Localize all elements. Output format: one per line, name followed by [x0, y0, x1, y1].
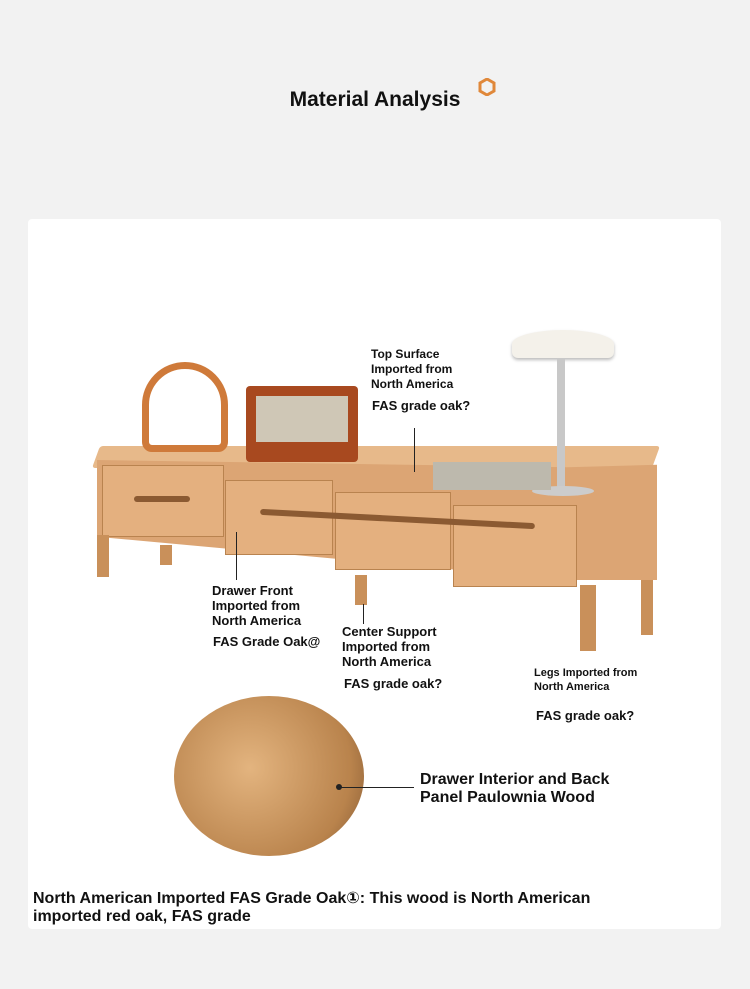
- footnote: North American Imported FAS Grade Oak①: This wood is North American imported red oak, FAS grade: [33, 890, 591, 925]
- page-title: Material Analysis: [289, 88, 461, 111]
- hexagon-icon: [478, 78, 496, 96]
- drawer-front-grade: FAS Grade Oak@: [213, 634, 321, 649]
- top-surface-label: Top Surface Imported from North America: [371, 347, 454, 391]
- legs-label: Legs Imported from North America: [534, 667, 638, 693]
- legs-grade: FAS grade oak?: [536, 708, 635, 723]
- drawer-interior-label: Drawer Interior and Back Panel Paulownia Wood: [420, 771, 610, 806]
- top-surface-grade: FAS grade oak?: [372, 398, 471, 413]
- center-support-grade: FAS grade oak?: [344, 676, 443, 691]
- center-support-label: Center Support Imported from North America: [342, 624, 437, 669]
- drawer-front-label: Drawer Front Imported from North America: [212, 583, 302, 628]
